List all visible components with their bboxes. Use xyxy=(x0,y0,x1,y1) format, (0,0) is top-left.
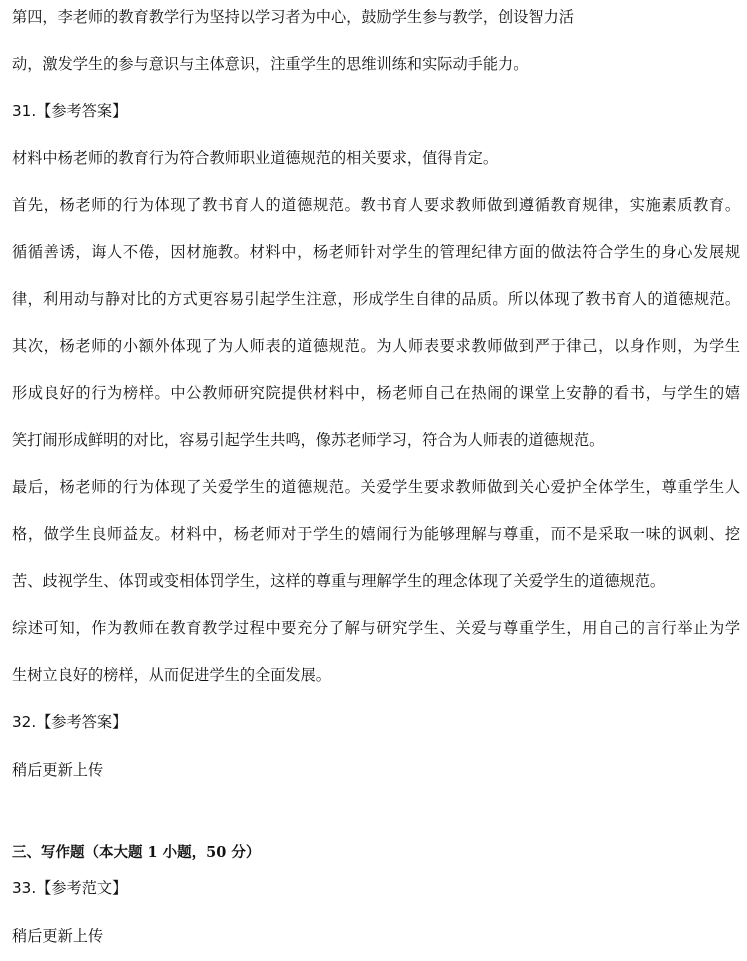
answer-heading-31: 31.【参考答案】 xyxy=(12,102,128,120)
paragraph-line: 笑打闹形成鲜明的对比，容易引起学生共鸣，像苏老师学习，符合为人师表的道德规范。 xyxy=(12,431,605,449)
paragraph-line: 首先，杨老师的行为体现了教书育人的道德规范。教书育人要求教师做到遵循教育规律，实施素质教育。 xyxy=(12,196,740,214)
paragraph-line: 第四，李老师的教育教学行为坚持以学习者为中心，鼓励学生参与教学，创设智力活 xyxy=(12,8,574,26)
paragraph-line: 综述可知，作为教师在教育教学过程中要充分了解与研究学生、关爱与尊重学生，用自己的言行举止为学 xyxy=(12,619,740,637)
paragraph-line: 形成良好的行为榜样。中公教师研究院提供材料中，杨老师自己在热闹的课堂上安静的看书，与学生的嬉 xyxy=(12,384,740,402)
paragraph-line: 其次，杨老师的小额外体现了为人师表的道德规范。为人师表要求教师做到严于律己，以身作则，为学生 xyxy=(12,337,740,355)
section-heading-writing: 三、写作题（本大题 1 小题，50 分） xyxy=(12,844,261,861)
answer-heading-33: 33.【参考范文】 xyxy=(12,879,128,897)
paragraph-line: 律，利用动与静对比的方式更容易引起学生注意，形成学生自律的品质。所以体现了教书育人的道德规范。 xyxy=(12,290,740,308)
paragraph-line: 生树立良好的榜样，从而促进学生的全面发展。 xyxy=(12,666,331,684)
paragraph-line: 稍后更新上传 xyxy=(12,761,104,779)
paragraph-line: 循循善诱，诲人不倦，因材施教。材料中，杨老师针对学生的管理纪律方面的做法符合学生的身心发展规 xyxy=(12,243,740,261)
paragraph-line: 材料中杨老师的教育行为符合教师职业道德规范的相关要求，值得肯定。 xyxy=(12,149,498,167)
paragraph-line: 稍后更新上传 xyxy=(12,927,104,945)
answer-heading-32: 32.【参考答案】 xyxy=(12,713,128,731)
paragraph-line: 苦、歧视学生、体罚或变相体罚学生，这样的尊重与理解学生的理念体现了关爱学生的道德规范。 xyxy=(12,572,666,590)
paragraph-line: 最后，杨老师的行为体现了关爱学生的道德规范。关爱学生要求教师做到关心爱护全体学生，尊重学生人 xyxy=(12,478,740,496)
paragraph-line: 格，做学生良师益友。材料中，杨老师对于学生的嬉闹行为能够理解与尊重，而不是采取一味的讽刺、挖 xyxy=(12,525,740,543)
paragraph-line: 动，激发学生的参与意识与主体意识，注重学生的思维训练和实际动手能力。 xyxy=(12,55,529,73)
